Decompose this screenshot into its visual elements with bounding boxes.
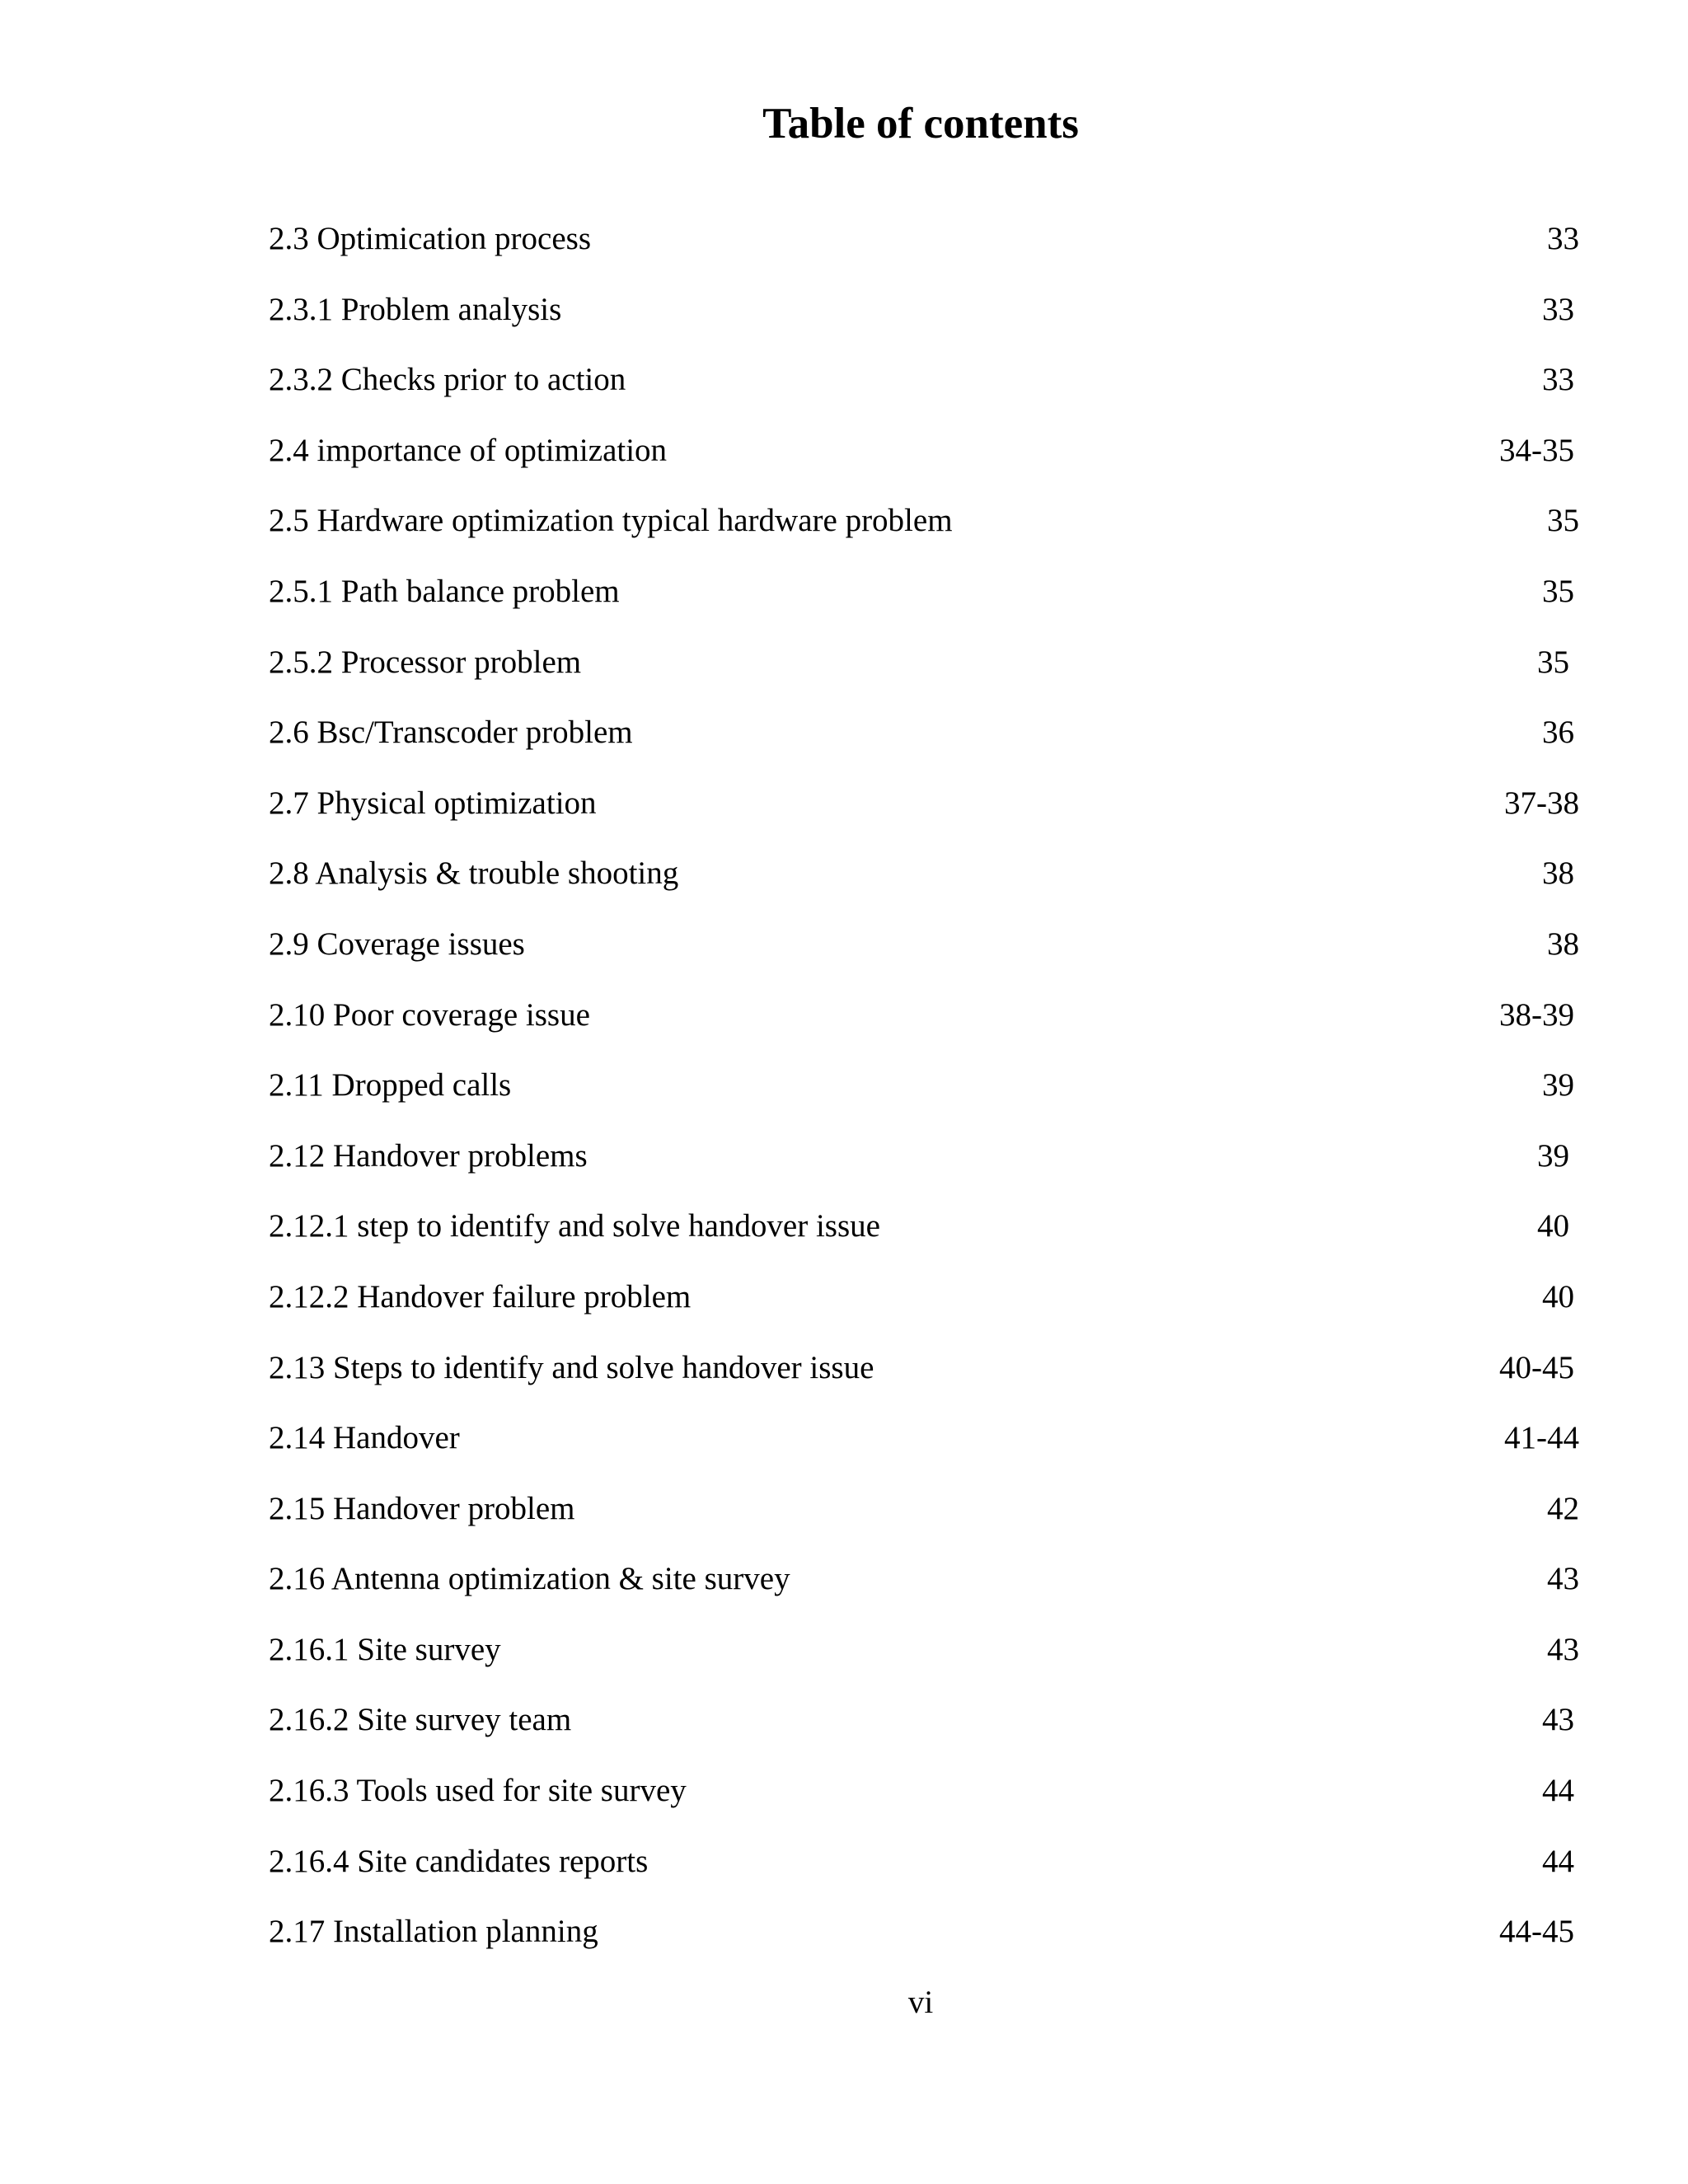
toc-entry (269, 567, 1579, 638)
toc-entry (269, 638, 1579, 709)
toc-entry-label: 2.5 Hardware optimization typical hardware problem (269, 503, 953, 539)
toc-entry (269, 1061, 1579, 1132)
toc-entry (269, 849, 1579, 920)
toc-entry (269, 285, 1579, 356)
toc-entry (269, 920, 1579, 991)
toc-entry-label: 2.5.1 Path balance problem (269, 573, 620, 609)
toc-entry (269, 1554, 1579, 1625)
toc-entry-label: 2.16.2 Site survey team (269, 1702, 572, 1738)
toc-entry-page: 35 (1542, 573, 1574, 609)
toc-entry-page: 44 (1542, 1773, 1574, 1809)
toc-entry (269, 1202, 1579, 1272)
toc-entry (269, 1695, 1579, 1766)
toc-entry-page: 35 (1537, 644, 1569, 680)
toc-entry-label: 2.3.2 Checks prior to action (269, 362, 626, 398)
toc-entry (269, 1625, 1579, 1696)
toc-entry (269, 355, 1579, 426)
toc-entry-label: 2.4 importance of optimization (269, 432, 668, 468)
toc-entry-page: 38 (1547, 926, 1579, 962)
toc-entry-page: 39 (1537, 1137, 1569, 1174)
toc-entry-label: 2.7 Physical optimization (269, 785, 597, 821)
toc-entry-label: 2.10 Poor coverage issue (269, 996, 590, 1033)
toc-entry (269, 214, 1579, 285)
toc-entry-page: 33 (1542, 362, 1574, 398)
toc-entry-label: 2.11 Dropped calls (269, 1067, 512, 1104)
toc-entry-label: 2.15 Handover problem (269, 1490, 575, 1526)
toc-entry (269, 991, 1579, 1062)
toc-entry (269, 779, 1579, 850)
toc-entry (269, 1413, 1579, 1484)
toc-entry-label: 2.12.2 Handover failure problem (269, 1278, 692, 1315)
toc-entry-page: 33 (1547, 221, 1579, 256)
toc-entry (269, 1766, 1579, 1837)
toc-list (269, 214, 1579, 1978)
toc-entry-label: 2.12 Handover problems (269, 1137, 588, 1174)
toc-entry-page: 35 (1547, 503, 1579, 539)
toc-entry-label: 2.6 Bsc/Transcoder problem (269, 715, 633, 751)
toc-entry-page: 38-39 (1499, 996, 1574, 1033)
toc-entry (269, 708, 1579, 779)
toc-entry-label: 2.9 Coverage issues (269, 926, 525, 962)
toc-entry-page: 43 (1542, 1702, 1574, 1738)
toc-entry-page: 43 (1547, 1631, 1579, 1667)
toc-entry-page: 40 (1542, 1278, 1574, 1315)
toc-entry-page: 40-45 (1499, 1349, 1574, 1385)
toc-entry (269, 426, 1579, 497)
toc-entry (269, 496, 1579, 567)
toc-entry-label: 2.3 Optimication process (269, 221, 592, 256)
toc-entry-page: 44 (1542, 1843, 1574, 1879)
toc-entry-page: 34-35 (1499, 432, 1574, 468)
toc-entry-page: 38 (1542, 855, 1574, 892)
toc-entry-page: 33 (1542, 291, 1574, 327)
page-number: vi (907, 1985, 934, 2020)
page-title: Table of contents (762, 100, 1079, 148)
toc-entry-label: 2.8 Analysis & trouble shooting (269, 855, 679, 892)
toc-entry-label: 2.14 Handover (269, 1420, 460, 1456)
toc-entry (269, 1484, 1579, 1555)
toc-entry (269, 1132, 1579, 1202)
toc-entry-page: 36 (1542, 715, 1574, 751)
toc-entry-page: 41-44 (1504, 1420, 1579, 1456)
toc-entry-page: 40 (1537, 1208, 1569, 1244)
toc-entry-label: 2.12.1 step to identify and solve handover issue (269, 1208, 880, 1244)
toc-entry-page: 37-38 (1504, 785, 1579, 821)
toc-entry-page: 39 (1542, 1067, 1574, 1104)
toc-entry-label: 2.16.4 Site candidates reports (269, 1843, 649, 1879)
toc-entry (269, 1837, 1579, 1908)
toc-entry-label: 2.16.3 Tools used for site survey (269, 1773, 687, 1809)
toc-entry-label: 2.3.1 Problem analysis (269, 291, 562, 327)
toc-entry (269, 1343, 1579, 1414)
toc-entry-page: 42 (1547, 1490, 1579, 1526)
toc-entry-label: 2.16.1 Site survey (269, 1631, 501, 1667)
toc-entry-label: 2.5.2 Processor problem (269, 644, 582, 680)
toc-entry-label: 2.16 Antenna optimization & site survey (269, 1561, 790, 1597)
toc-entry-label: 2.13 Steps to identify and solve handover issue (269, 1349, 874, 1385)
toc-entry-label: 2.17 Installation planning (269, 1914, 598, 1950)
toc-entry-page: 44-45 (1499, 1914, 1574, 1950)
toc-entry-page: 43 (1547, 1561, 1579, 1597)
toc-entry (269, 1907, 1579, 1978)
toc-entry (269, 1272, 1579, 1343)
